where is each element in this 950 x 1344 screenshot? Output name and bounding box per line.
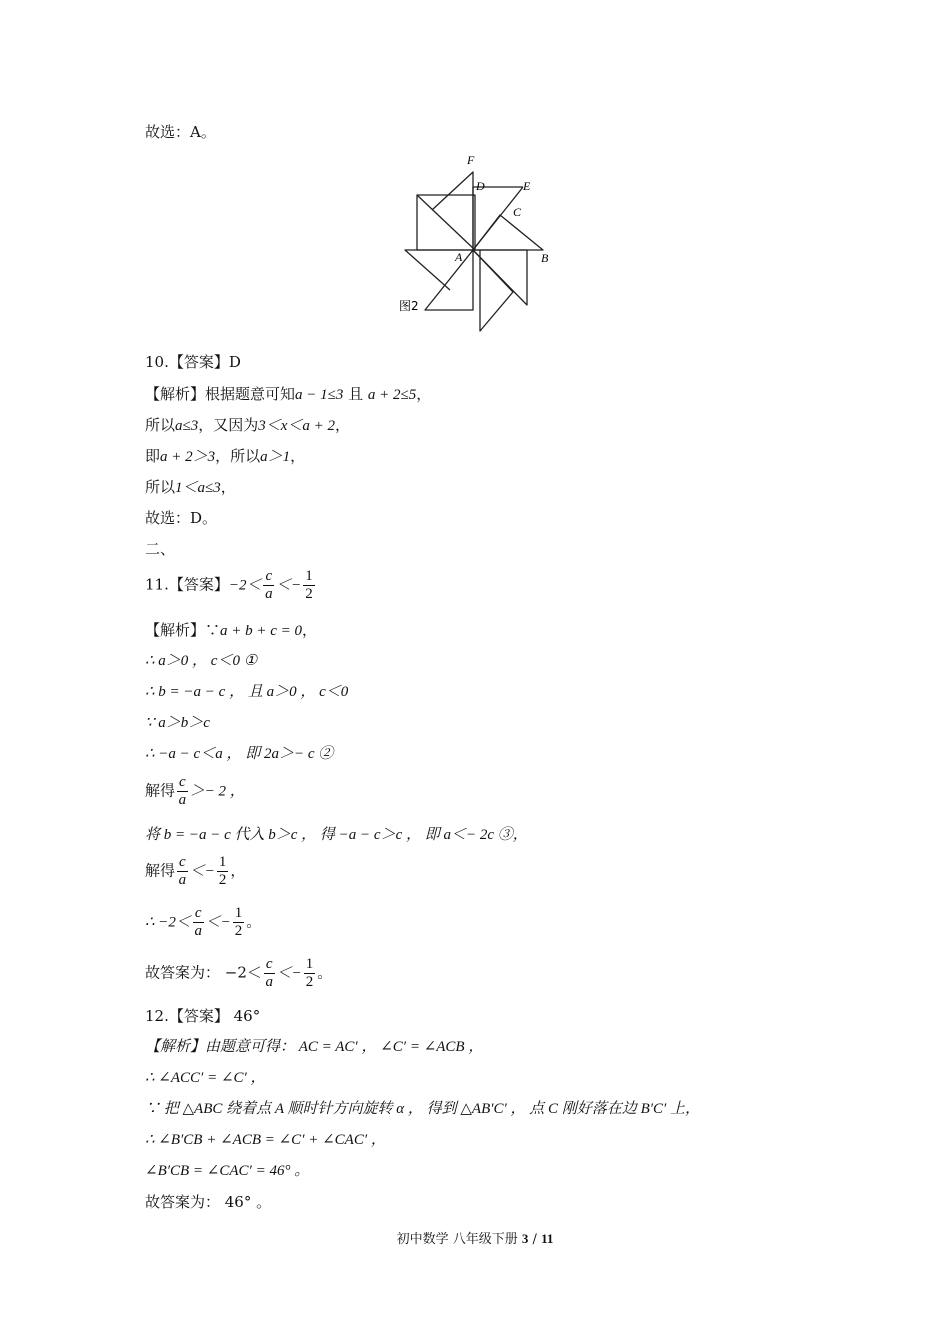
q10-answer: 10.【答案】D bbox=[145, 353, 241, 371]
q11-answer: 11.【答案】−2＜ $\frac{c}{a}$ ＜− $\frac{1}{2}$ bbox=[145, 568, 313, 602]
q10-line-2: 所以a≤3，又因为3＜x＜a + 2， bbox=[145, 416, 351, 434]
q11-conclusion: 故答案为： −2＜ $\frac{c}{a}$ ＜− $\frac{1}{2}$ 。 bbox=[145, 956, 333, 990]
q12-line-3: ∵ 把 △ABC 绕着点 A 顺时针方向旋转 α ， 得到 △AB′C′ ， 点 C 刚好落在边 B′C′ 上， bbox=[145, 1101, 701, 1117]
label-B: B bbox=[541, 251, 549, 265]
q12-line-1: 【解析】由题意可得： AC = AC′ ， ∠C′ = ∠ACB ， bbox=[145, 1039, 484, 1055]
q11-line-9: ∴ −2＜ $\frac{c}{a}$ ＜− $\frac{1}{2}$ 。 bbox=[145, 905, 262, 939]
footer-total: 11 bbox=[541, 1231, 554, 1246]
pinwheel-figure bbox=[395, 150, 560, 340]
label-F: F bbox=[467, 153, 475, 167]
figure-caption: 图2 bbox=[399, 299, 419, 313]
q10-conclusion: 故选：D。 bbox=[145, 509, 218, 527]
q12-conclusion: 故答案为： 46° 。 bbox=[145, 1193, 272, 1211]
q11-line-5: ∴ −a − c＜a ， 即 2a＞− c ② bbox=[145, 746, 334, 762]
q12-answer: 12.【答案】 46° bbox=[145, 1007, 261, 1025]
label-C: C bbox=[513, 205, 522, 219]
q12-line-2: ∴ ∠ACC′ = ∠C′ ， bbox=[145, 1070, 266, 1086]
q11-line-7: 将 b = −a − c 代入 b＞c ， 得 −a − c＞c ， 即 a＜− 2c ③， bbox=[145, 827, 528, 843]
q9-conclusion: 故选：A。 bbox=[145, 123, 216, 141]
q11-line-8: 解得 $\frac{c}{a}$ ＜− $\frac{1}{2}$ ， bbox=[145, 854, 246, 888]
section-heading: 二、 bbox=[145, 540, 176, 558]
q11-line-1: 【解析】∵a + b + c = 0， bbox=[145, 621, 318, 639]
q10-line-3: 即a + 2＞3，所以a＞1， bbox=[145, 447, 306, 465]
label-A: A bbox=[455, 250, 463, 264]
q12-line-4: ∴ ∠B′CB + ∠ACB = ∠C′ + ∠CAC′ ， bbox=[145, 1132, 386, 1148]
page-footer: 初中数学 八年级下册 3 / 11 bbox=[396, 1231, 554, 1247]
q10-line-1: 【解析】根据题意可知a − 1≤3 且 a + 2≤5， bbox=[145, 385, 432, 403]
q11-line-6: 解得 $\frac{c}{a}$ ＞− 2 ， bbox=[145, 774, 245, 808]
label-E: E bbox=[523, 179, 531, 193]
q10-line-4: 所以1＜a≤3， bbox=[145, 478, 236, 496]
footer-page: 3 bbox=[521, 1231, 529, 1246]
q11-line-2: ∴ a＞0 ， c＜0 ① bbox=[145, 653, 258, 669]
label-D: D bbox=[476, 179, 485, 193]
q11-line-3: ∴ b = −a − c ， 且 a＞0 ， c＜0 bbox=[145, 684, 349, 700]
q11-line-4: ∵ a＞b＞c bbox=[145, 715, 210, 731]
footer-subject: 初中数学 八年级下册 bbox=[396, 1232, 518, 1247]
q12-line-5: ∠B′CB = ∠CAC′ = 46° 。 bbox=[145, 1163, 310, 1179]
